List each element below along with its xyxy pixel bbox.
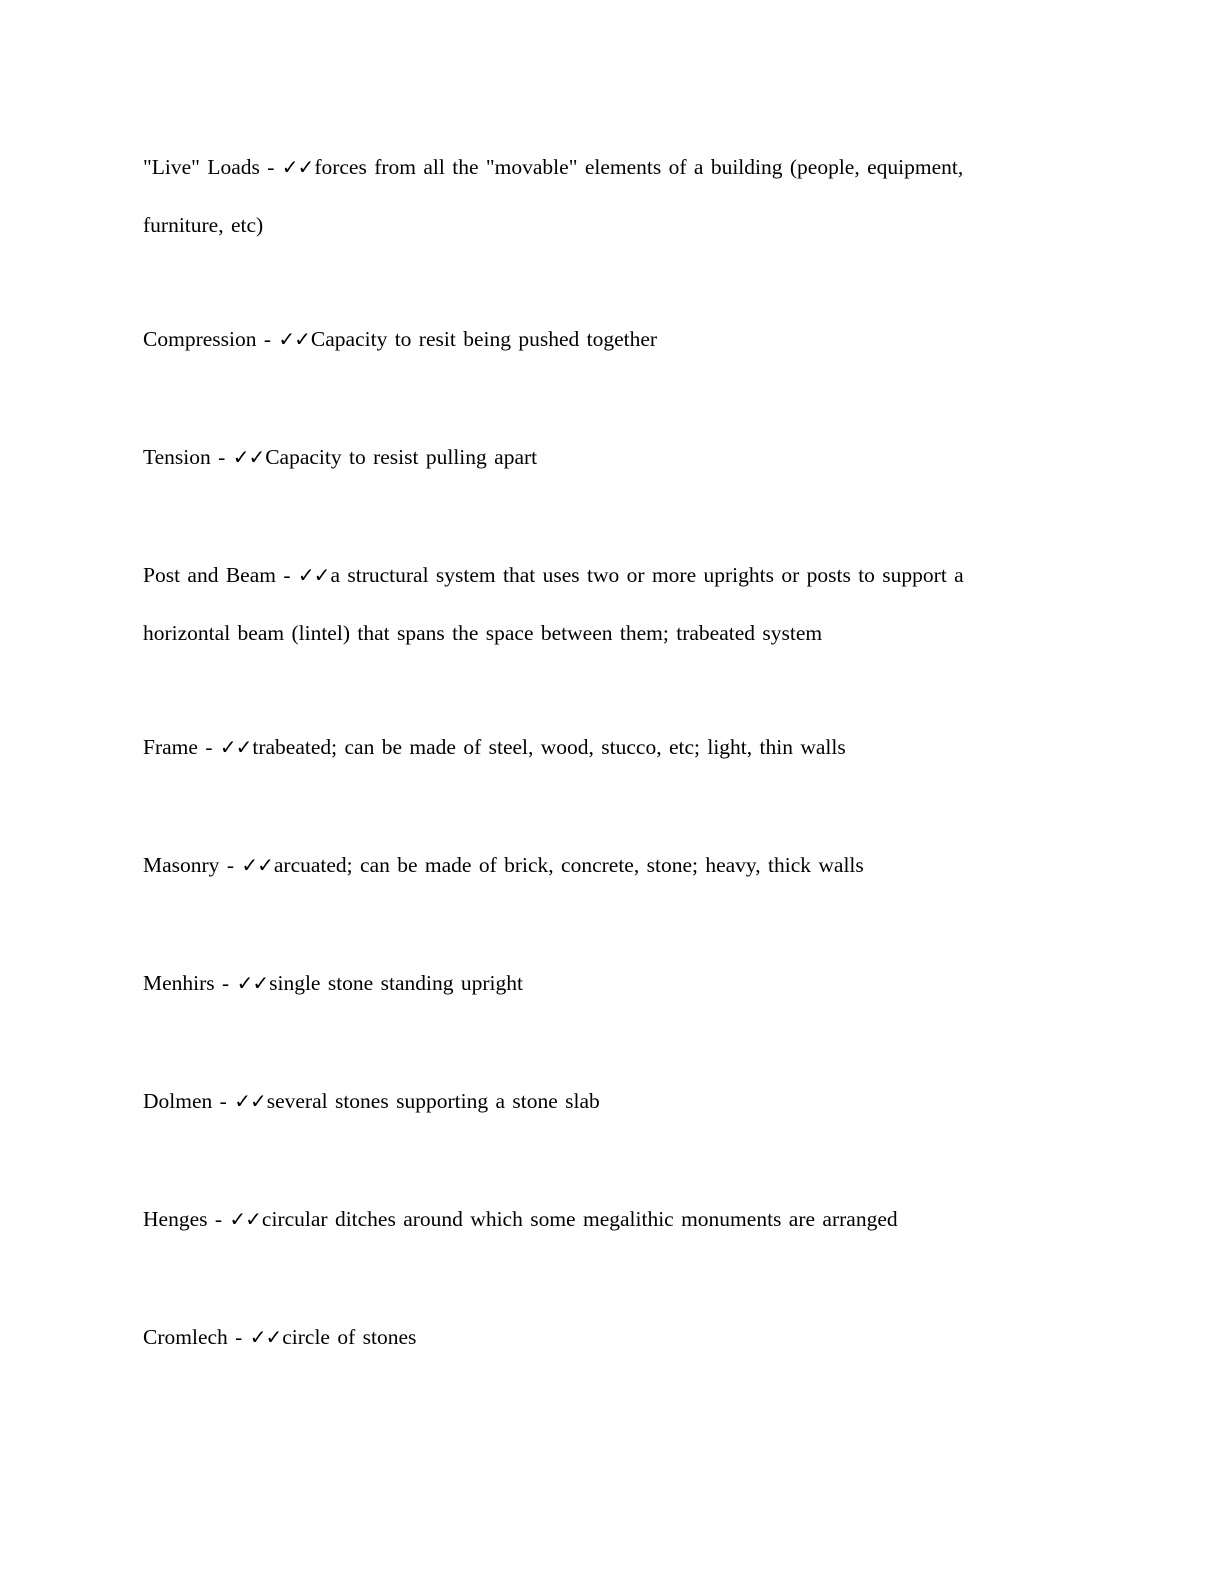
double-check-icon: ✓✓	[236, 971, 269, 995]
entry-separator: -	[219, 853, 242, 877]
glossary-entry-tension	[143, 428, 1043, 486]
glossary-entry-compression	[143, 310, 1043, 368]
entry-definition: arcuated; can be made of brick, concrete, stone; heavy, thick walls	[273, 853, 864, 877]
glossary-entry-post-and-beam	[143, 546, 1043, 662]
glossary-entry-henges	[143, 1190, 1043, 1248]
entry-term: Tension	[143, 445, 211, 469]
entry-term: Cromlech	[143, 1325, 228, 1349]
double-check-icon: ✓✓	[241, 853, 273, 877]
entry-definition: circular ditches around which some megalithic monuments are arranged	[261, 1207, 898, 1231]
double-check-icon: ✓✓	[229, 1207, 261, 1231]
entry-term: Post and Beam	[143, 563, 276, 587]
glossary-list	[143, 138, 1043, 1426]
entry-term: Compression	[143, 327, 257, 351]
entry-separator: -	[259, 155, 282, 179]
entry-separator: -	[214, 971, 237, 995]
entry-definition: Capacity to resist pulling apart	[265, 445, 538, 469]
glossary-entry-cromlech	[143, 1308, 1043, 1366]
entry-definition: Capacity to resit being pushed together	[310, 327, 658, 351]
double-check-icon: ✓✓	[234, 1089, 266, 1113]
glossary-entry-dolmen	[143, 1072, 1043, 1130]
double-check-icon: ✓✓	[249, 1325, 282, 1349]
entry-definition: a structural system that uses two or more uprights or posts to support a horizontal beam (lintel) that spans the space between them; trabeated system	[143, 563, 964, 645]
entry-separator: -	[210, 445, 233, 469]
double-check-icon: ✓✓	[278, 327, 310, 351]
entry-term: Frame	[143, 735, 198, 759]
double-check-icon: ✓✓	[281, 155, 314, 179]
entry-separator: -	[212, 1089, 235, 1113]
entry-definition: trabeated; can be made of steel, wood, stucco, etc; light, thin walls	[252, 735, 846, 759]
double-check-icon: ✓✓	[219, 735, 252, 759]
double-check-icon: ✓✓	[297, 563, 330, 587]
entry-separator: -	[197, 735, 220, 759]
entry-term: "Live" Loads	[143, 155, 260, 179]
entry-separator: -	[227, 1325, 250, 1349]
entry-term: Henges	[143, 1207, 208, 1231]
entry-term: Menhirs	[143, 971, 215, 995]
entry-definition: several stones supporting a stone slab	[266, 1089, 600, 1113]
entry-definition: single stone standing upright	[269, 971, 523, 995]
glossary-entry-menhirs	[143, 954, 1043, 1012]
entry-term: Masonry	[143, 853, 220, 877]
glossary-entry-live-loads	[143, 138, 1043, 254]
entry-definition: forces from all the "movable" elements of a building (people, equipment, furniture, etc)	[143, 155, 964, 237]
glossary-entry-masonry	[143, 836, 1043, 894]
double-check-icon: ✓✓	[232, 445, 265, 469]
entry-separator: -	[256, 327, 279, 351]
entry-definition: circle of stones	[282, 1325, 417, 1349]
glossary-entry-frame	[143, 718, 1043, 776]
entry-term: Dolmen	[143, 1089, 213, 1113]
entry-separator: -	[276, 563, 298, 587]
entry-separator: -	[207, 1207, 230, 1231]
